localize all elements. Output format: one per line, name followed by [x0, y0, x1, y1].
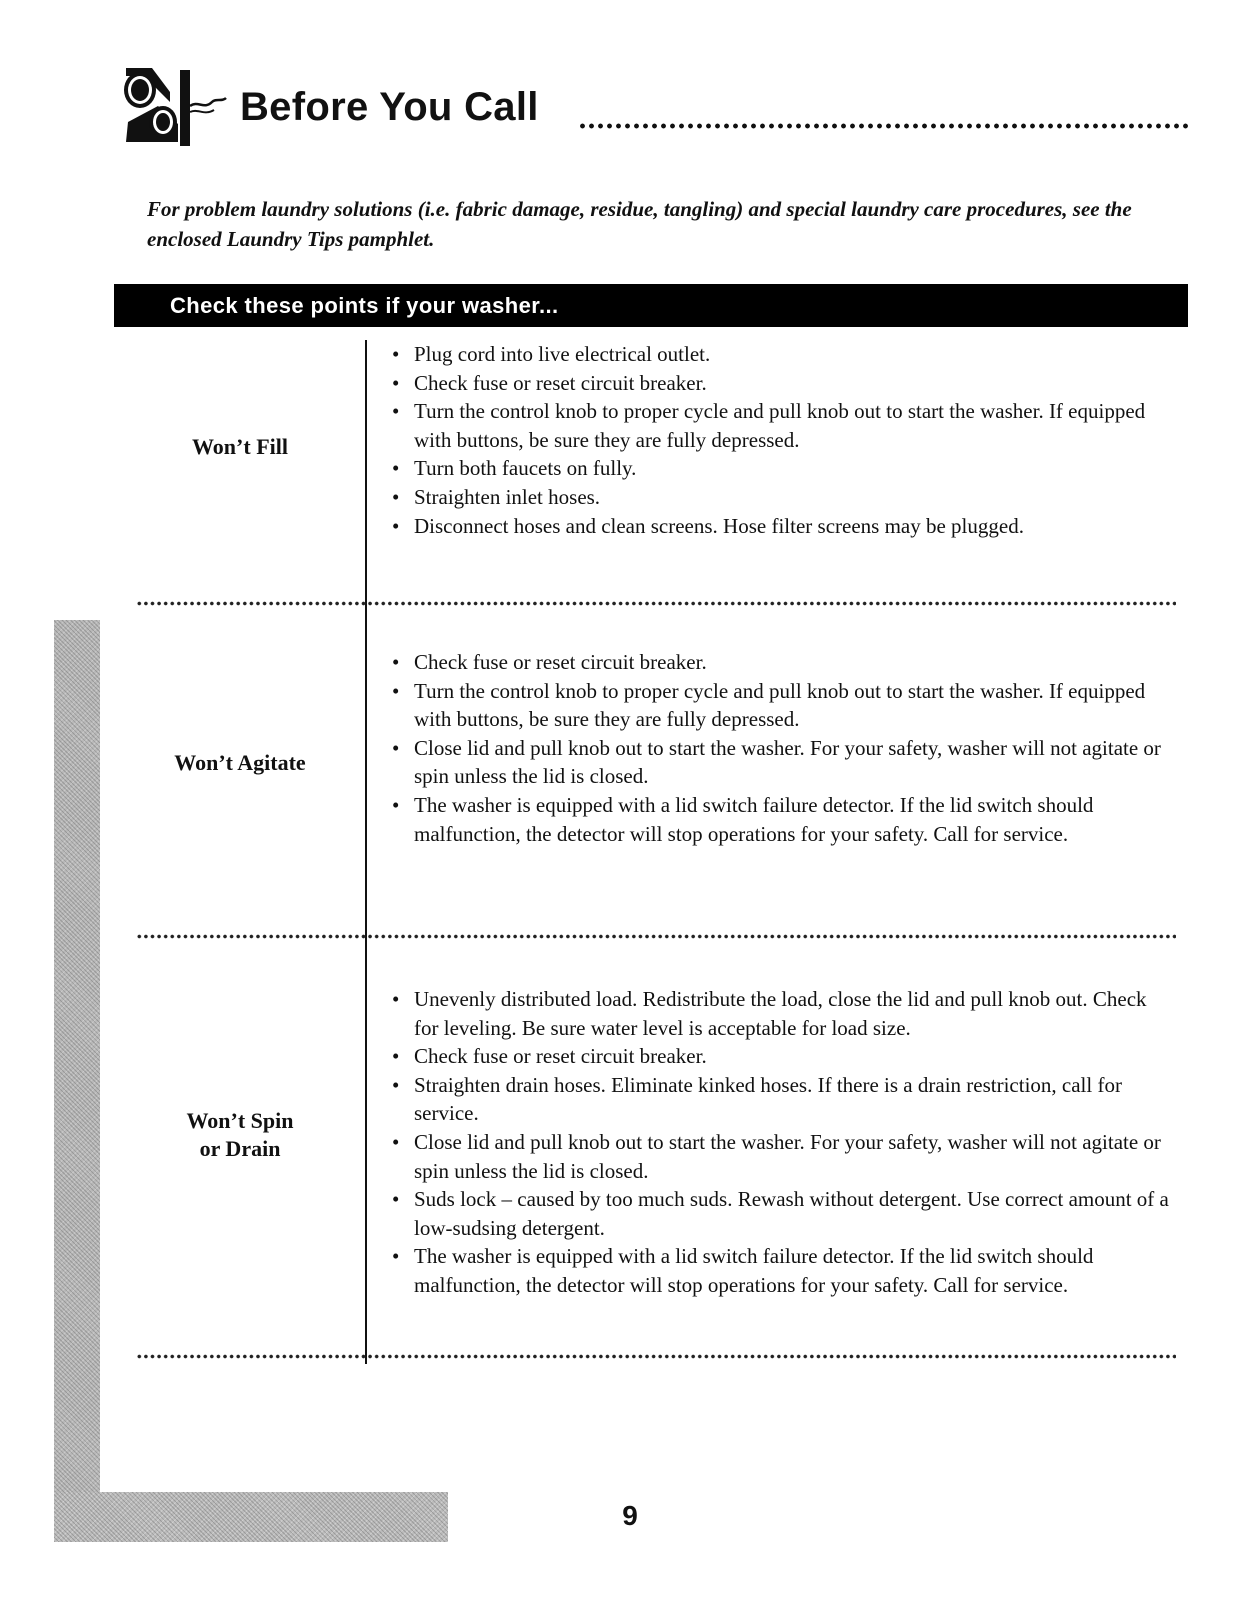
solution-item: • The washer is equipped with a lid switch failure detector. If the lid switch should malfunction, the detector will stop operations for your safety. Call for service. — [392, 1242, 1172, 1299]
solution-item: • Plug cord into live electrical outlet. — [392, 340, 1172, 369]
solution-item: • Disconnect hoses and clean screens. Hose filter screens may be plugged. — [392, 512, 1172, 541]
bottom-decoration-bar — [54, 1492, 448, 1542]
solution-item: • Close lid and pull knob out to start the washer. For your safety, washer will not agitate or spin unless the lid is closed. — [392, 734, 1172, 791]
column-divider — [365, 340, 367, 1364]
solutions-list-wont-fill — [392, 340, 1172, 540]
problem-label-wont-spin-or-drain — [140, 1107, 340, 1163]
problem-label-line: Won’t Agitate — [174, 750, 306, 775]
repair-tools-icon — [118, 62, 228, 148]
solution-item: • Straighten drain hoses. Eliminate kinked hoses. If there is a drain restriction, call for service. — [392, 1071, 1172, 1128]
page-title: Before You Call — [240, 85, 539, 129]
problem-label-line: or Drain — [199, 1136, 281, 1161]
intro-text: For problem laundry solutions (i.e. fabric damage, residue, tangling) and special laundry care procedures, see the enclosed Laundry Tips pamphlet. — [147, 197, 1132, 251]
page-number: 9 — [622, 1500, 638, 1531]
check-points-banner: Check these points if your washer... — [114, 284, 1188, 327]
solution-item: • Turn the control knob to proper cycle and pull knob out to start the washer. If equipped with buttons, be sure they are fully depressed. — [392, 397, 1172, 454]
problem-label-line: Won’t Fill — [192, 434, 288, 459]
solution-item: • Straighten inlet hoses. — [392, 483, 1172, 512]
problem-label-line: Won’t Spin — [186, 1108, 294, 1133]
solutions-list-wont-agitate — [392, 648, 1172, 848]
solutions-list-wont-spin-or-drain — [392, 985, 1172, 1300]
row-separator — [136, 1354, 1176, 1359]
title-dot-leader — [578, 123, 1188, 129]
problem-label-wont-agitate — [140, 749, 340, 777]
row-separator — [136, 934, 1176, 939]
solution-item: • The washer is equipped with a lid switch failure detector. If the lid switch should malfunction, the detector will stop operations for your safety. Call for service. — [392, 791, 1172, 848]
solution-item: • Unevenly distributed load. Redistribute the load, close the lid and pull knob out. Check for leveling. Be sure water level is acceptable for load size. — [392, 985, 1172, 1042]
solution-item: • Suds lock – caused by too much suds. Rewash without detergent. Use correct amount of a low-sudsing detergent. — [392, 1185, 1172, 1242]
solution-item: • Turn both faucets on fully. — [392, 454, 1172, 483]
solution-item: • Close lid and pull knob out to start the washer. For your safety, washer will not agitate or spin unless the lid is closed. — [392, 1128, 1172, 1185]
problem-label-wont-fill — [140, 433, 340, 461]
solution-item: • Check fuse or reset circuit breaker. — [392, 369, 1172, 398]
solution-item: • Check fuse or reset circuit breaker. — [392, 1042, 1172, 1071]
row-separator — [136, 601, 1176, 606]
solution-item: • Turn the control knob to proper cycle and pull knob out to start the washer. If equipped with buttons, be sure they are fully depressed. — [392, 677, 1172, 734]
side-decoration-bar — [54, 620, 100, 1542]
solution-item: • Check fuse or reset circuit breaker. — [392, 648, 1172, 677]
